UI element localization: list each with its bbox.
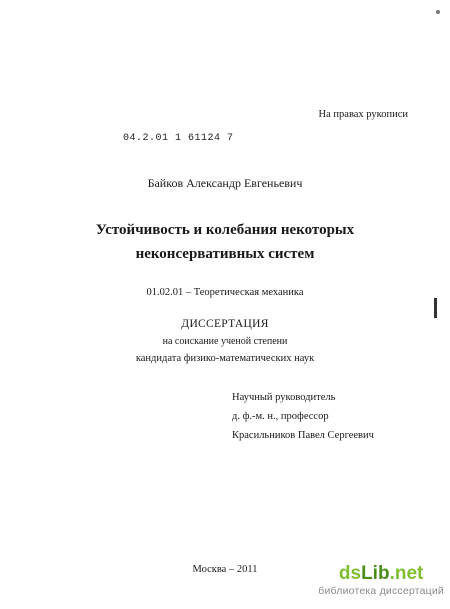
document-type: ДИССЕРТАЦИЯ xyxy=(181,318,269,330)
scan-speck xyxy=(436,10,440,14)
supervisor-name: Красильников Павел Сергеевич xyxy=(232,430,374,441)
margin-mark xyxy=(434,298,437,318)
degree-line-2: кандидата физико-математических наук xyxy=(135,353,315,364)
author-name: Байков Александр Евгеньевич xyxy=(147,176,303,190)
dslib-watermark xyxy=(318,563,444,597)
supervisor-rank: д. ф.-м. н., профессор xyxy=(232,411,329,422)
watermark-caption: библиотека диссертаций xyxy=(318,585,444,597)
rights-note: На правах рукописи xyxy=(318,109,408,120)
title-line-1: Устойчивость и колебания некоторых xyxy=(95,222,355,238)
degree-line-1: на соискание ученой степени xyxy=(162,336,288,347)
logo-part-ds: ds xyxy=(338,563,362,584)
logo-part-lib: Lib xyxy=(361,563,390,584)
dslib-logo xyxy=(318,563,444,585)
supervisor-label: Научный руководитель xyxy=(232,392,336,403)
title-line-2: неконсервативных систем xyxy=(135,246,315,262)
place-and-year: Москва – 2011 xyxy=(192,564,258,575)
library-stamp-number: 04.2.01 1 61124 7 xyxy=(123,133,234,144)
dissertation-title xyxy=(0,218,450,266)
logo-part-net: .net xyxy=(389,563,424,584)
specialty-code: 01.02.01 – Теоретическая механика xyxy=(146,287,304,298)
